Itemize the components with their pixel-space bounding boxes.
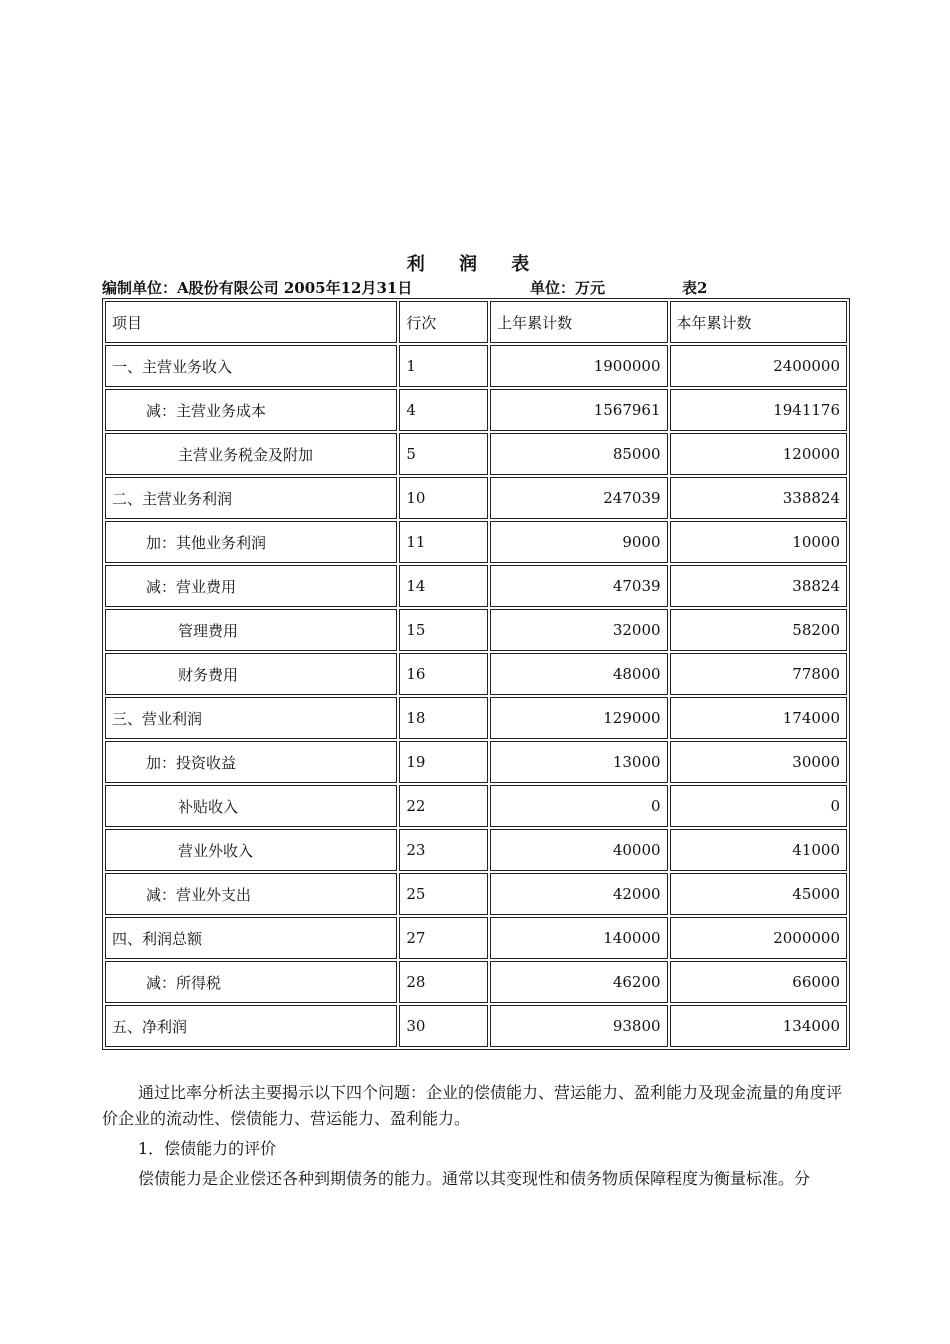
cell-line-number: 23 (399, 829, 488, 871)
cell-line-number: 22 (399, 785, 488, 827)
cell-curr-year: 41000 (670, 829, 847, 871)
cell-curr-year: 1941176 (670, 389, 847, 431)
cell-line-number: 18 (399, 697, 488, 739)
cell-line-number: 30 (399, 1005, 488, 1047)
table-row (105, 653, 847, 695)
cell-prev-year: 85000 (490, 433, 667, 475)
cell-prev-year: 32000 (490, 609, 667, 651)
cell-item: 财务费用 (105, 653, 397, 695)
cell-item: 三、营业利润 (105, 697, 397, 739)
table-row (105, 873, 847, 915)
page-title: 利 润 表 (406, 254, 544, 275)
cell-item: 补贴收入 (105, 785, 397, 827)
cell-item: 减：主营业务成本 (105, 389, 397, 431)
header-org-date: 编制单位：A股份有限公司 2005年12月31日 (102, 279, 413, 297)
cell-curr-year: 134000 (670, 1005, 847, 1047)
table-row (105, 477, 847, 519)
report-header (102, 277, 862, 297)
cell-line-number: 4 (399, 389, 488, 431)
cell-curr-year: 30000 (670, 741, 847, 783)
cell-curr-year: 2000000 (670, 917, 847, 959)
section-heading: 1．偿债能力的评价 (138, 1139, 277, 1158)
cell-item: 四、利润总额 (105, 917, 397, 959)
header-table-number: 表2 (682, 279, 708, 297)
cell-line-number: 19 (399, 741, 488, 783)
table-row (105, 961, 847, 1003)
table-row (105, 565, 847, 607)
cell-item: 主营业务税金及附加 (105, 433, 397, 475)
cell-line-number: 14 (399, 565, 488, 607)
cell-prev-year: 47039 (490, 565, 667, 607)
cell-curr-year: 66000 (670, 961, 847, 1003)
cell-prev-year: 13000 (490, 741, 667, 783)
cell-line-number: 25 (399, 873, 488, 915)
cell-prev-year: 0 (490, 785, 667, 827)
cell-prev-year: 140000 (490, 917, 667, 959)
cell-curr-year: 174000 (670, 697, 847, 739)
cell-curr-year: 2400000 (670, 345, 847, 387)
cell-prev-year: 1900000 (490, 345, 667, 387)
cell-prev-year: 9000 (490, 521, 667, 563)
column-header-line: 行次 (399, 301, 488, 343)
table-row (105, 433, 847, 475)
column-header-item: 项目 (105, 301, 397, 343)
cell-curr-year: 45000 (670, 873, 847, 915)
header-unit: 单位：万元 (530, 279, 606, 297)
table-row (105, 697, 847, 739)
table-header-row (105, 301, 847, 343)
cell-curr-year: 77800 (670, 653, 847, 695)
paragraph: 偿债能力是企业偿还各种到期债务的能力。通常以其变现性和债务物质保障程度为衡量标准。分 (138, 1169, 811, 1188)
cell-curr-year: 120000 (670, 433, 847, 475)
cell-line-number: 10 (399, 477, 488, 519)
cell-prev-year: 1567961 (490, 389, 667, 431)
cell-curr-year: 0 (670, 785, 847, 827)
cell-item: 减：营业费用 (105, 565, 397, 607)
income-statement-table (102, 298, 850, 1050)
cell-line-number: 28 (399, 961, 488, 1003)
cell-line-number: 15 (399, 609, 488, 651)
table-row (105, 609, 847, 651)
table-row (105, 345, 847, 387)
cell-prev-year: 93800 (490, 1005, 667, 1047)
cell-item: 加：其他业务利润 (105, 521, 397, 563)
cell-line-number: 5 (399, 433, 488, 475)
cell-item: 减：营业外支出 (105, 873, 397, 915)
table-row (105, 1005, 847, 1047)
cell-prev-year: 247039 (490, 477, 667, 519)
cell-prev-year: 46200 (490, 961, 667, 1003)
cell-item: 管理费用 (105, 609, 397, 651)
cell-item: 营业外收入 (105, 829, 397, 871)
table-row (105, 785, 847, 827)
cell-item: 五、净利润 (105, 1005, 397, 1047)
cell-item: 减：所得税 (105, 961, 397, 1003)
table-row (105, 917, 847, 959)
cell-item: 加：投资收益 (105, 741, 397, 783)
cell-prev-year: 48000 (490, 653, 667, 695)
table-row (105, 829, 847, 871)
cell-item: 一、主营业务收入 (105, 345, 397, 387)
cell-line-number: 11 (399, 521, 488, 563)
cell-curr-year: 338824 (670, 477, 847, 519)
cell-line-number: 1 (399, 345, 488, 387)
cell-line-number: 27 (399, 917, 488, 959)
table-row (105, 521, 847, 563)
column-header-curr-year: 本年累计数 (670, 301, 847, 343)
cell-curr-year: 38824 (670, 565, 847, 607)
cell-item: 二、主营业务利润 (105, 477, 397, 519)
column-header-prev-year: 上年累计数 (490, 301, 667, 343)
cell-prev-year: 42000 (490, 873, 667, 915)
cell-prev-year: 40000 (490, 829, 667, 871)
cell-line-number: 16 (399, 653, 488, 695)
paragraph: 通过比率分析法主要揭示以下四个问题：企业的偿债能力、营运能力、盈利能力及现金流量的角度评价企业的流动性、偿债能力、营运能力、盈利能力。 (102, 1083, 843, 1128)
cell-curr-year: 58200 (670, 609, 847, 651)
table-row (105, 389, 847, 431)
table-row (105, 741, 847, 783)
cell-prev-year: 129000 (490, 697, 667, 739)
body-text (102, 1080, 850, 1196)
cell-curr-year: 10000 (670, 521, 847, 563)
